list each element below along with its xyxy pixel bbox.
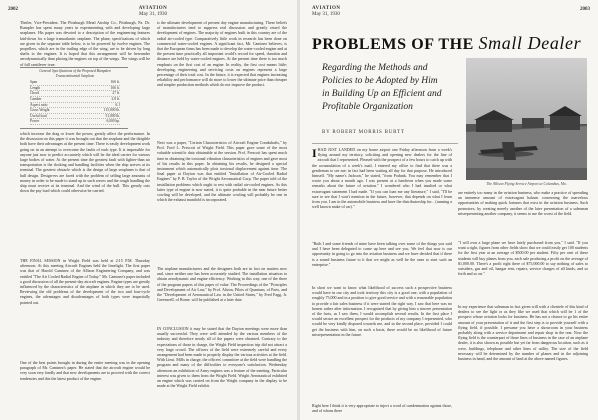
right-col2-bottom <box>458 304 588 416</box>
left-issue-date: May 31, 1930 <box>139 12 167 17</box>
left-col1-top <box>20 20 150 66</box>
table-cell-label: Aspect ratio <box>30 102 48 107</box>
article-byline: BY ROBERT MORRIS BURTT <box>322 130 405 135</box>
right-col1-bottom <box>312 285 452 401</box>
table-bottom-rule <box>20 128 128 129</box>
airport-photo <box>466 58 587 180</box>
table-cell-label: Power <box>30 119 40 124</box>
byline-rule <box>312 143 458 144</box>
left-col2-paragraph-1: is the ultimate development of present day engine manufacturing. These beliefs of manufacturers tend to suppress real discussion and greatly retard the development of engines. The majority of engines built in this country are of the radial air-cooled type. Comparatively little work in research has been done on commercial water-cooled engines. A significant fact, Mr. Caminez believes, is that the European firms has been made to develop the water-cooled engine and at the present time practically all important world's record for speed, duration and distance are held by water-cooled engines. At the present time there is too much emphasis on the first cost of an engine. In reality, the first cost means little; developing, engineering and servicing costs on engines represent a large percentage of their total cost. In the future, it is expected that engines increasing reliability and performance will do more to lower the ultimate price than cheaper and simpler production methods which do not improve the product. <box>157 20 287 88</box>
right-col2-top <box>458 190 588 238</box>
right-page-number: 2003 <box>580 7 590 12</box>
right-col2-paragraph-2: "I will own a large plane we have lately purchased from you," I said. "If you want a right, figures from other fields show that we could easily get 100 students for the first year at an average of $500.00 per student. Fifty per cent of these students will buy planes from you, each sale producing a profit on the average of $1,000.00. There's a profit right there of $75,000.00 to say nothing of sales to outsiders, gas and oil, hangar rent, repairs, service charges of all kinds, and so forth and so on." <box>458 240 588 277</box>
table-rows <box>30 80 120 125</box>
table-cell-value: 166 ft. <box>110 80 120 85</box>
table-top-rule <box>20 67 128 68</box>
right-magazine-name: AVIATION <box>312 6 341 11</box>
photo-caption: The Allison Flying Service Airport at Columbus, Mo. <box>486 182 567 186</box>
drop-cap: I <box>312 147 317 160</box>
left-col1-paragraph-1: Theiler, Vice-President. The Pittsburgh Metal Airship Co., Pittsburgh, Pa. Dr. Rumpler has spent many years in experimenting with and developing large seaplanes. His paper was devoted to a description of the engineering features laid-down for a large transatlantic seaplane. The plane, specifications of which are given in the separate table below, is to be powered by twelve engines. The propellers, which are in the trailing edge of the wing, are to be driven by long shafts to the engines. It is hoped that this arrangement will be hereunder aerodynamically than placing the engines on top of the wings. The wings will be of full cantilever type. <box>20 20 150 66</box>
left-col1-paragraph-4: One of the best points brought in during the entire meeting was in the opening paragraph of Mr. Caminez's paper. He stated that the aircraft engine would be very soon very fondly and that new developments are to proceed with the correct tendencies and this the latest product of the engine. <box>20 360 150 381</box>
right-page <box>300 0 598 420</box>
table-row <box>30 119 120 125</box>
table-cell-value: 51,000 lb. <box>105 113 120 118</box>
right-col1-paragraph-3: In short we want to know what likelihood of success such a prospective business would have in our city and took territory this city is a good one, with a population of roughly 75,000 and in a position to give good service and with a reasonable population to provide a fair sales business if it were started the right way. I saw that here was no honest rather after information. I recognized that by giving him a sincere presentation of the facts, as I saw them, I would accomplish several results. In the first place I would secure an excellent prospect for the products of my company I represented, who would be very kindly disposed towards me, and in the second place, provided I could get the business with him, on such a basis, there would be no likelihood of future misrepresentation in the future. <box>312 285 452 337</box>
right-col2-middle <box>458 240 588 302</box>
table-cell-label: Camber <box>30 96 42 101</box>
left-col2-paragraph-4: IN CONCLUSION it may be stated that the Dayton meetings were more than usually successful. They were well attended by the various members of the industry and therefore nearly all of the papers were obtained. Contrary to the expectations of those in charge, the Wright Field inspection trip did not attract a very large crowd. The officers of the field were extremely careful and every arrangement had been made to properly display the various activities at the field. With Lieut. Mills in charge, the officers' committee at the field were handling the program and many of the difficulties to everyone's satisfaction. Wednesday afternoon an exhibition of Army engines was a feature of the meeting. Particular interest was given to them from the Wright Field. Wright Aeronautical exhibited an engine which was carried on from the Wright company in the display to be made at the Wright Field exhibit. <box>157 326 287 389</box>
right-running-header <box>312 6 341 18</box>
left-page-number: 2002 <box>8 7 18 12</box>
table-cell-label: Span <box>30 80 38 85</box>
article-deck: Regarding the Methods and Policies to be Adopted by Him in Building Up an Efficient and Profitable Organization <box>322 63 442 112</box>
left-page <box>0 0 297 420</box>
article-headline <box>312 33 581 54</box>
left-col2-paragraph-3: The airplane manufacturers and the designers both are in fact on matters now and, since neither one has been accurately studied. The installation situation to obtain aerodynamic and engine efficiency. Working in this way, one of the three of the program papers of this paper of value. The Proceedings of the "Principles and Development of Air Law," by Prof. Alston, Pilots of Quantum, of Paris, and the "Development of Aeronautical Law in the United States," by Fred Fagg, Jr. Greenwell, of Rome, will be published at a later date. <box>157 266 287 303</box>
left-magazine-name: AVIATION <box>138 6 168 11</box>
table-cell-label: Useful load <box>30 113 47 118</box>
specifications-table <box>30 69 120 125</box>
left-col1-paragraph-3: THE FINAL SESSION in Wright Field was held at 2:15 P.M. Thursday afternoon. At this meeting Aircraft Engines held the limelight. The first paper was that of Harold Caminez of the Allison Engineering Company, and was entitled "The Air Cooled Radial Engine of Today." Mr. Caminez's paper included a good discussion of all the present-day aircraft engines. Engine types are greatly influenced by the characteristics of the airplane in which they are to be used. Reviewing the old problems of the development of the two and four-cycle engines, the advantages and disadvantages of both types were impartially pointed out. <box>20 258 150 305</box>
right-col1-middle <box>312 241 452 283</box>
left-col1-section <box>20 258 150 358</box>
right-col1-paragraph-1: HAD JUST LANDED on my home airport one Friday afternoon from a week's flying around my territory, soliciting and opening new dealers for the line of aircraft that I represented. Pleased with the prospect of a few hours to catch up with the accumulation of a week's mail, I entered my office to find that there was a gentleman to see me; in fact had been waiting all day for that purpose. He introduced himself. "My name's Jackson," he stated, "from Podunk. You may remember that I wrote you about a month ago. I was present at a luncheon when you made some remarks about the future of aviation." I wondered who I had insulted or what extravagant statement I had made. "If you can loan me any literature," I said, "I'll be sure to see that I won't mention in the future, however, that depends on what I learn from you. I am in the automobile business and have the distributorship for... (running a well known make of car)." <box>312 147 452 210</box>
table-cell-value: 6,000 hp. <box>106 119 120 124</box>
right-issue-date: May 31, 1930 <box>312 12 340 17</box>
table-cell-value: 166 ft. <box>110 85 120 90</box>
headline-script: Small Dealer <box>478 33 582 53</box>
table-cell-value: 27 ft. <box>112 91 120 96</box>
table-cell-label: Chord <box>30 91 39 96</box>
right-col2-paragraph-3: In my experience that salesman in fact given will with a clientele of this kind of dealers to see the light or as they like we used that which will be 1 of the prospect whose aviation looks for business. He has not a chance to go his entire amount of your presentation of it and the first step is to provide yourself with a flying field, if possible. I presume you have a showroom in your business probably along with a service department and repair shop in the rear. Now the flying field is the counterpart of those lines of business in the case of an airplane dealer, it is also shown as possible but yet far from dangerous location, such as it were, buildings, telephone and other lines of utility. The size of the field necessary will be determined by the number of planes and in the adjoining business in hand, and the amount of land at the above named figures. <box>458 304 588 362</box>
headline-prefix: PROBLEMS OF THE <box>312 36 474 53</box>
right-col1-paragraph-2: "Both I and some friends of mine have been talking over some of the things you said and I have been delegated to come up here and see you. We feel that now is our opportunity in going to go into the aviation business and we have decided that if there is a sound business future to it that we might as well be the ones to start such an enterprise." <box>312 241 452 267</box>
left-col1-end <box>20 360 150 416</box>
left-col2-top <box>157 20 287 138</box>
table-cell-value: 6.1 <box>115 102 120 107</box>
left-col1-paragraph-2: which increase the drag or lower the power, greatly affect the performance. In the discussion on this paper it was brought out that the seaplane and the dirigible both have their advantages at the present time. There is easily development work going on in an attempt to overcome the faults of each type. It is impossible for anyone just now to predict accurately which will be the ideal carrier for various large bodies of water. At the present time the greatest fault with lighter-than air transportation is the docking and handling facilities when the ship arrives at its terminal. The greatest obstacle which is the design of large seaplanes is that of hull design. Design-ers are faced with the problem of selling large amounts of money in order to be made to stand up in such waves and the rough handling the ship must receive at its terminal. And the wind of the hull. This greatly cuts down the pay load which could otherwise be carried. <box>20 131 150 194</box>
table-cell-value: 2.8 ft. <box>111 96 120 101</box>
left-col2-section <box>157 326 287 416</box>
table-caption: General Specifications of the Proposed Hampden Transcontinental Seaplane <box>39 69 111 78</box>
right-col1-end <box>312 403 452 417</box>
right-col2-paragraph-1: are entirely too many in the aviation business, who make a practice of spreading an immense amount of extravagant hokum concerning the marvelous opportunities of making quick fortunes that exist in the aviation business. Such promotors, by creating merely another of the later presentation of a salesman misrepresenting another company, it seems to me the worst of the field. <box>458 190 588 216</box>
left-col2-paragraph-2: Next was a paper, "Certain Characteristics of Aircraft Engine Crankshafts," by Prof. Ford L. Prescott of Wright Field. This paper gave some of the most valuable scientific data obtainable at the session. Prof. Prescott has spent much time in obtaining the torsional vibration characteristics of engines and gave most of his results in this paper. In obtaining his results, he designed a special instrument which automatically plots torsional displacement against time. The final paper at Dayton was that entitled "Installation of Air-Cooled Radial Engines" by P. B. Taylor of the Wright Aeronautical Corp. The paper told of the installation problems which ought to rest with radial air-cooled engines. As this latter type of engine is now stated, it is quite probable in the near future better cowling will be developed, and the ultimate cowling will probably be one in which the exhaust manifold is incorporated. <box>157 140 287 203</box>
table-cell-label: Length <box>30 85 41 90</box>
table-cell-label: Gross Weight <box>30 108 50 113</box>
left-col2-middle <box>157 140 287 264</box>
right-col1-paragraph-4: Right here I think it is very appropriate to inject a word of condemnation against those, and of whom there <box>312 403 452 414</box>
right-col1-top <box>312 147 452 239</box>
left-col2-bottom <box>157 266 287 324</box>
left-col1-middle <box>20 131 150 255</box>
left-running-header <box>128 6 178 18</box>
airport-aerial-image <box>466 58 587 180</box>
table-cell-value: 115,000 lb. <box>103 108 120 113</box>
